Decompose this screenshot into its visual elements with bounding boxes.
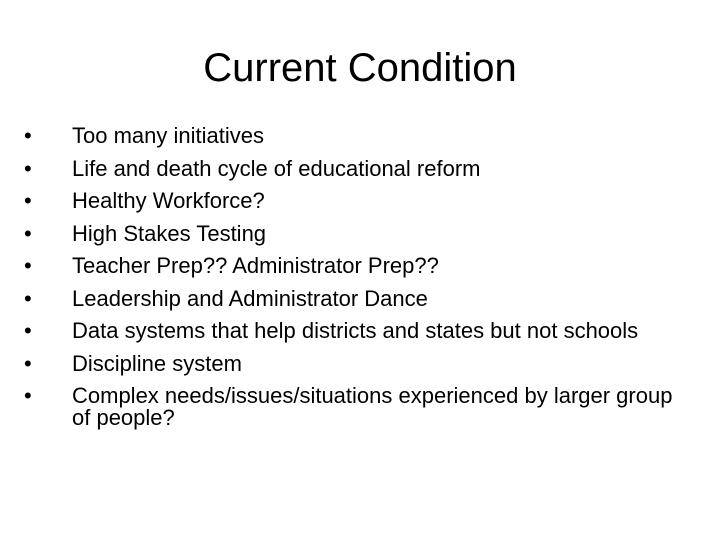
bullet-icon: •	[24, 188, 32, 213]
bullet-text: Data systems that help districts and states but not schools	[72, 318, 639, 343]
bullet-text: Healthy Workforce?	[72, 188, 265, 213]
bullet-item-4	[24, 220, 694, 246]
bullet-item-5	[24, 255, 694, 277]
slide-title: Current Condition	[203, 46, 517, 90]
bullet-item-8	[24, 350, 694, 376]
bullet-item-3	[24, 190, 694, 212]
bullet-text: Teacher Prep?? Administrator Prep??	[72, 253, 439, 278]
bullet-item-1	[24, 125, 694, 147]
bullet-text: Leadership and Administrator Dance	[72, 285, 428, 311]
bullet-text: Life and death cycle of educational reform	[72, 155, 481, 181]
bullet-text: High Stakes Testing	[72, 220, 267, 246]
bullet-item-7	[24, 320, 694, 342]
bullet-icon: •	[24, 318, 32, 343]
bullet-text: Discipline system	[72, 350, 242, 376]
bullet-icon: •	[24, 123, 32, 148]
bullet-icon: •	[24, 155, 32, 181]
bullet-item-2	[24, 155, 694, 181]
bullet-text: Too many initiatives	[72, 123, 264, 148]
bullet-item-9	[24, 385, 694, 429]
bullet-text: Complex needs/issues/situations experienced by larger group of people?	[72, 383, 673, 430]
bullet-icon: •	[24, 220, 32, 246]
bullet-list	[24, 125, 694, 440]
bullet-item-6	[24, 285, 694, 311]
bullet-icon: •	[24, 285, 32, 311]
bullet-icon: •	[24, 383, 32, 408]
bullet-icon: •	[24, 253, 32, 278]
bullet-icon: •	[24, 350, 32, 376]
